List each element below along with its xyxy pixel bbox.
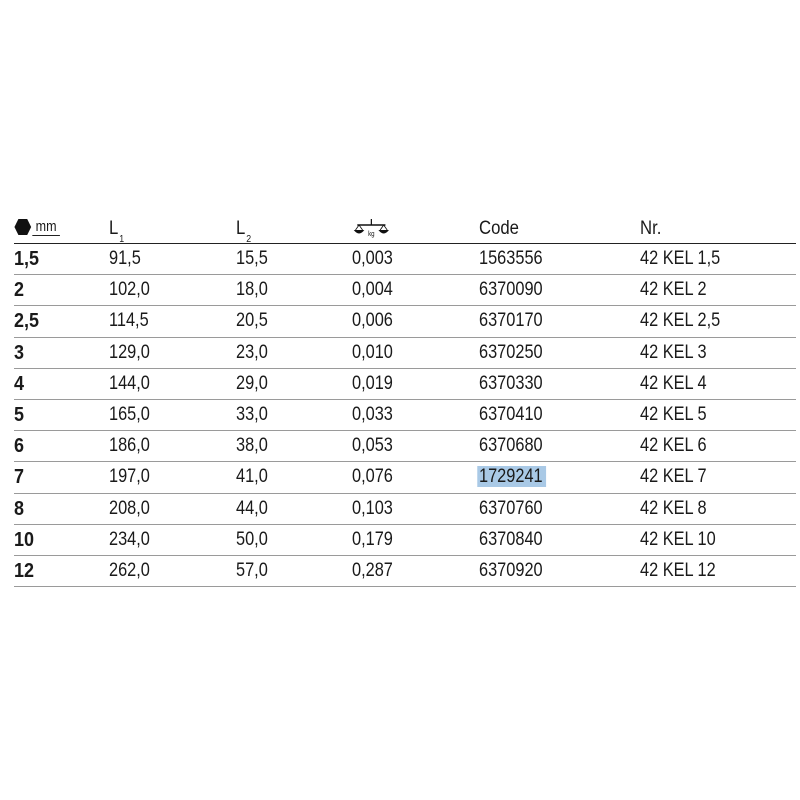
- l1-cell: 234,0: [109, 528, 150, 550]
- size-cell: 2,5: [14, 310, 40, 333]
- size-cell: 7: [14, 466, 25, 489]
- size-cell: 8: [14, 497, 25, 520]
- weight-cell: 0,053: [352, 435, 393, 457]
- l2-cell: 41,0: [236, 466, 268, 488]
- weight-unit-label: kg: [368, 230, 375, 238]
- table-row: [14, 400, 796, 431]
- size-cell: 10: [14, 528, 35, 551]
- nr-cell: 42 KEL 4: [640, 372, 707, 394]
- table-row: [14, 275, 796, 306]
- size-cell: 2: [14, 279, 25, 302]
- l2-cell: 38,0: [236, 435, 268, 457]
- table-row: [14, 306, 796, 337]
- size-cell: 12: [14, 559, 35, 582]
- table-row: [14, 338, 796, 369]
- size-cell: 1,5: [14, 248, 40, 270]
- l1-subscript: 1: [119, 234, 125, 245]
- l2-column-header: [236, 218, 252, 245]
- l1-cell: 186,0: [109, 435, 150, 457]
- nr-cell: 42 KEL 2,5: [640, 310, 721, 332]
- code-cell[interactable]: 6370840: [479, 528, 543, 550]
- size-cell: 6: [14, 435, 25, 458]
- size-cell: 5: [14, 403, 25, 426]
- weight-cell: 0,019: [352, 372, 393, 394]
- table-row: [14, 494, 796, 525]
- l2-cell: 15,5: [236, 248, 268, 269]
- weight-column-header: [352, 218, 391, 246]
- table-row: [14, 556, 796, 587]
- scale-icon: [352, 216, 391, 238]
- weight-cell: 0,033: [352, 403, 393, 425]
- code-cell[interactable]: 6370090: [479, 279, 543, 301]
- l1-column-header: [109, 218, 125, 245]
- l1-cell: 129,0: [109, 341, 150, 363]
- table-row: [14, 525, 796, 556]
- l1-cell: 165,0: [109, 403, 150, 425]
- l2-cell: 44,0: [236, 497, 268, 519]
- weight-cell: 0,010: [352, 341, 393, 363]
- size-cell: 4: [14, 372, 25, 395]
- product-spec-table: [14, 212, 796, 587]
- code-cell[interactable]: 6370330: [479, 372, 543, 394]
- code-cell[interactable]: 6370760: [479, 497, 543, 519]
- nr-cell: 42 KEL 10: [640, 528, 716, 550]
- l2-cell: 20,5: [236, 310, 268, 332]
- code-cell[interactable]: 6370170: [479, 310, 543, 332]
- weight-cell: 0,006: [352, 310, 393, 332]
- l1-cell: 114,5: [109, 310, 149, 332]
- nr-cell: 42 KEL 7: [640, 466, 707, 488]
- table-header-row: [14, 212, 796, 244]
- l1-cell: 208,0: [109, 497, 150, 519]
- table-row: [14, 462, 796, 493]
- code-cell[interactable]: 6370250: [479, 341, 543, 363]
- selected-code-highlight[interactable]: 1729241: [477, 466, 546, 487]
- l1-cell: 91,5: [109, 248, 141, 269]
- code-cell[interactable]: 6370410: [479, 403, 543, 425]
- nr-cell: 42 KEL 2: [640, 279, 707, 301]
- l2-cell: 23,0: [236, 341, 268, 363]
- weight-cell: 0,004: [352, 279, 393, 301]
- table-row: [14, 369, 796, 400]
- nr-cell: 42 KEL 5: [640, 403, 707, 425]
- size-column-header: [14, 218, 61, 236]
- weight-cell: 0,179: [352, 528, 393, 550]
- hexagon-icon: [14, 218, 32, 236]
- size-cell: 3: [14, 341, 25, 364]
- l2-cell: 33,0: [236, 403, 268, 425]
- table-row: [14, 244, 796, 275]
- table-row: [14, 431, 796, 462]
- code-cell[interactable]: 1563556: [479, 248, 543, 269]
- weight-cell: 0,076: [352, 466, 393, 488]
- l1-cell: 262,0: [109, 559, 150, 581]
- l1-cell: 102,0: [109, 279, 150, 301]
- nr-cell: 42 KEL 8: [640, 497, 707, 519]
- l2-subscript: 2: [246, 234, 252, 245]
- weight-cell: 0,003: [352, 248, 393, 269]
- l2-cell: 29,0: [236, 372, 268, 394]
- nr-cell: 42 KEL 3: [640, 341, 707, 363]
- nr-cell: 42 KEL 6: [640, 435, 707, 457]
- l1-cell: 144,0: [109, 372, 150, 394]
- l1-label: L: [109, 218, 119, 239]
- code-column-header: Code: [479, 218, 519, 239]
- code-cell[interactable]: 6370920: [479, 559, 543, 581]
- nr-cell: 42 KEL 1,5: [640, 248, 721, 269]
- code-cell-highlighted[interactable]: [479, 465, 546, 489]
- size-unit-label: mm: [32, 218, 60, 236]
- weight-cell: 0,287: [352, 559, 393, 581]
- nr-cell: 42 KEL 12: [640, 559, 716, 581]
- l2-cell: 18,0: [236, 279, 268, 301]
- nr-column-header: Nr.: [640, 218, 662, 239]
- l2-cell: 57,0: [236, 559, 268, 581]
- l2-label: L: [236, 218, 246, 239]
- l1-cell: 197,0: [109, 466, 150, 488]
- code-cell[interactable]: 6370680: [479, 435, 543, 457]
- weight-cell: 0,103: [352, 497, 393, 519]
- l2-cell: 50,0: [236, 528, 268, 550]
